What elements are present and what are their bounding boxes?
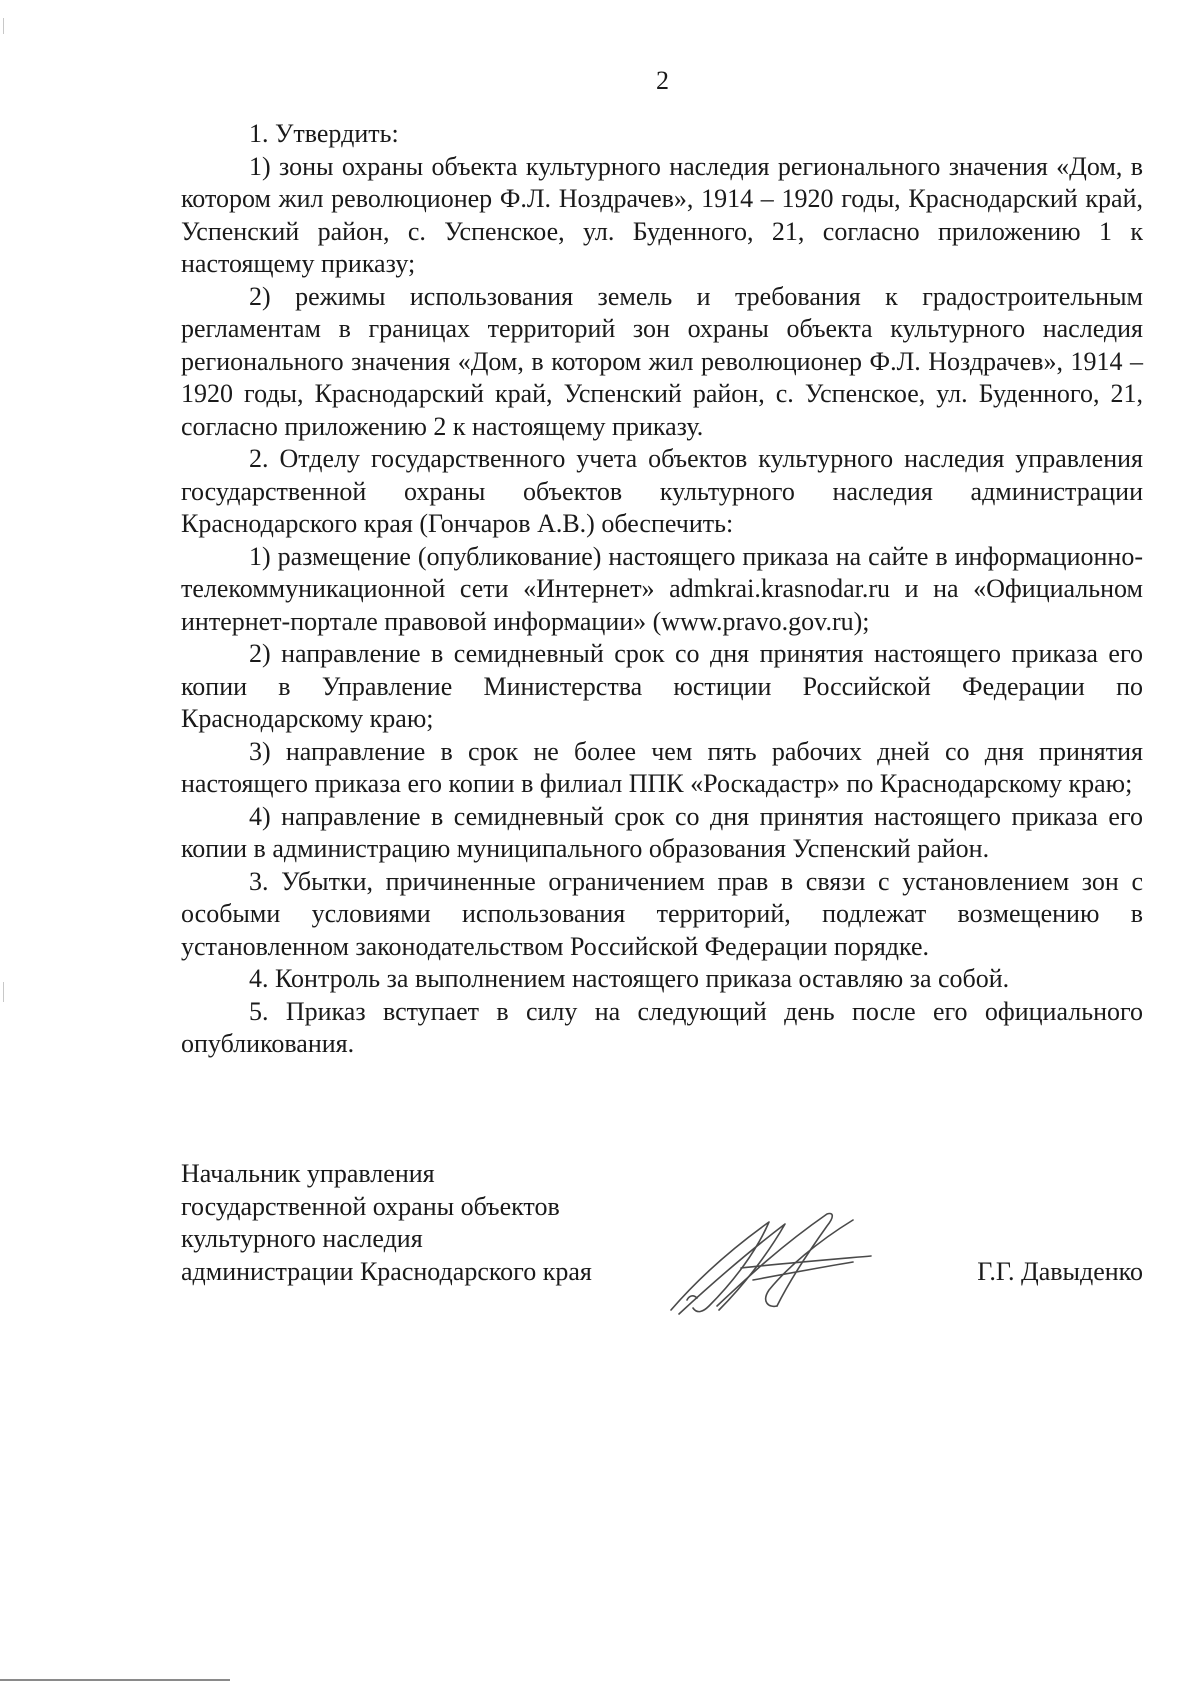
signature-block: [181, 1158, 1143, 1338]
handwritten-signature: [657, 1202, 887, 1322]
signatory-title-line: Начальник управления: [181, 1159, 435, 1188]
paragraph-approve-item-1: 1) зоны охраны объекта культурного наследия регионального значения «Дом, в котором жил революционер Ф.Л. Ноздрачев», 1914 – 1920 годы, Краснодарский край, Успенский район, с. Успенское, ул. Буденного, 21, согласно приложению 1 к настоящему приказу;: [181, 151, 1143, 278]
paragraph-control: 4. Контроль за выполнением настоящего приказа оставляю за собой.: [249, 964, 1010, 993]
document-body: [181, 118, 1143, 1061]
page-number: 2: [656, 66, 669, 95]
paragraph-effective-date: 5. Приказ вступает в силу на следующий день после его официального опубликования.: [181, 996, 1143, 1058]
paragraph-task-item-4: 4) направление в семидневный срок со дня принятия настоящего приказа его копии в администрацию муниципального образования Успенский район.: [181, 801, 1143, 863]
paragraph-task-item-2: 2) направление в семидневный срок со дня принятия настоящего приказа его копии в Управление Министерства юстиции Российской Федерации по Краснодарскому краю;: [181, 639, 1143, 733]
signatory-title-line: государственной охраны объектов: [181, 1191, 560, 1221]
signatory-title: [181, 1158, 592, 1288]
paragraph-department-task: 2. Отделу государственного учета объектов культурного наследия управления государственной охраны объектов культурного наследия администрации Краснодарского края (Гончаров А.В.) обеспечить:: [181, 444, 1143, 538]
scan-edge-mark-middle: [3, 982, 4, 1002]
paragraph-approve: 1. Утвердить:: [249, 119, 399, 148]
paragraph-task-item-1: 1) размещение (опубликование) настоящего приказа на сайте в информационно-телекоммуникационной сети «Интернет» admkrai.krasnodar.ru и на «Официальном интернет-портале правовой информации» (www.pravo.gov.ru);: [181, 541, 1143, 636]
signatory-name: Г.Г. Давыденко: [977, 1256, 1143, 1286]
signatory-title-line: культурного наследия: [181, 1224, 423, 1253]
signatory-title-line: администрации Краснодарского края: [181, 1256, 592, 1286]
paragraph-task-item-3: 3) направление в срок не более чем пять рабочих дней со дня принятия настоящего приказа его копии в филиал ППК «Роскадастр» по Краснодарскому краю;: [181, 736, 1143, 798]
paragraph-approve-item-2: 2) режимы использования земель и требования к градостроительным регламентам в границах территорий зон охраны объекта культурного наследия регионального значения «Дом, в котором жил революционер Ф.Л. Ноздрачев», 1914 – 1920 годы, Краснодарский край, Успенский район, с. Успенское, ул. Буденного, 21, согласно приложению 2 к настоящему приказу.: [181, 281, 1143, 441]
scan-edge-mark-top: [3, 18, 4, 34]
scan-bottom-edge-line: [0, 1679, 230, 1681]
paragraph-damages: 3. Убытки, причиненные ограничением прав в связи с установлением зон с особыми условиями использования территорий, подлежат возмещению в установленном законодательством Российской Федерации порядке.: [181, 866, 1143, 961]
